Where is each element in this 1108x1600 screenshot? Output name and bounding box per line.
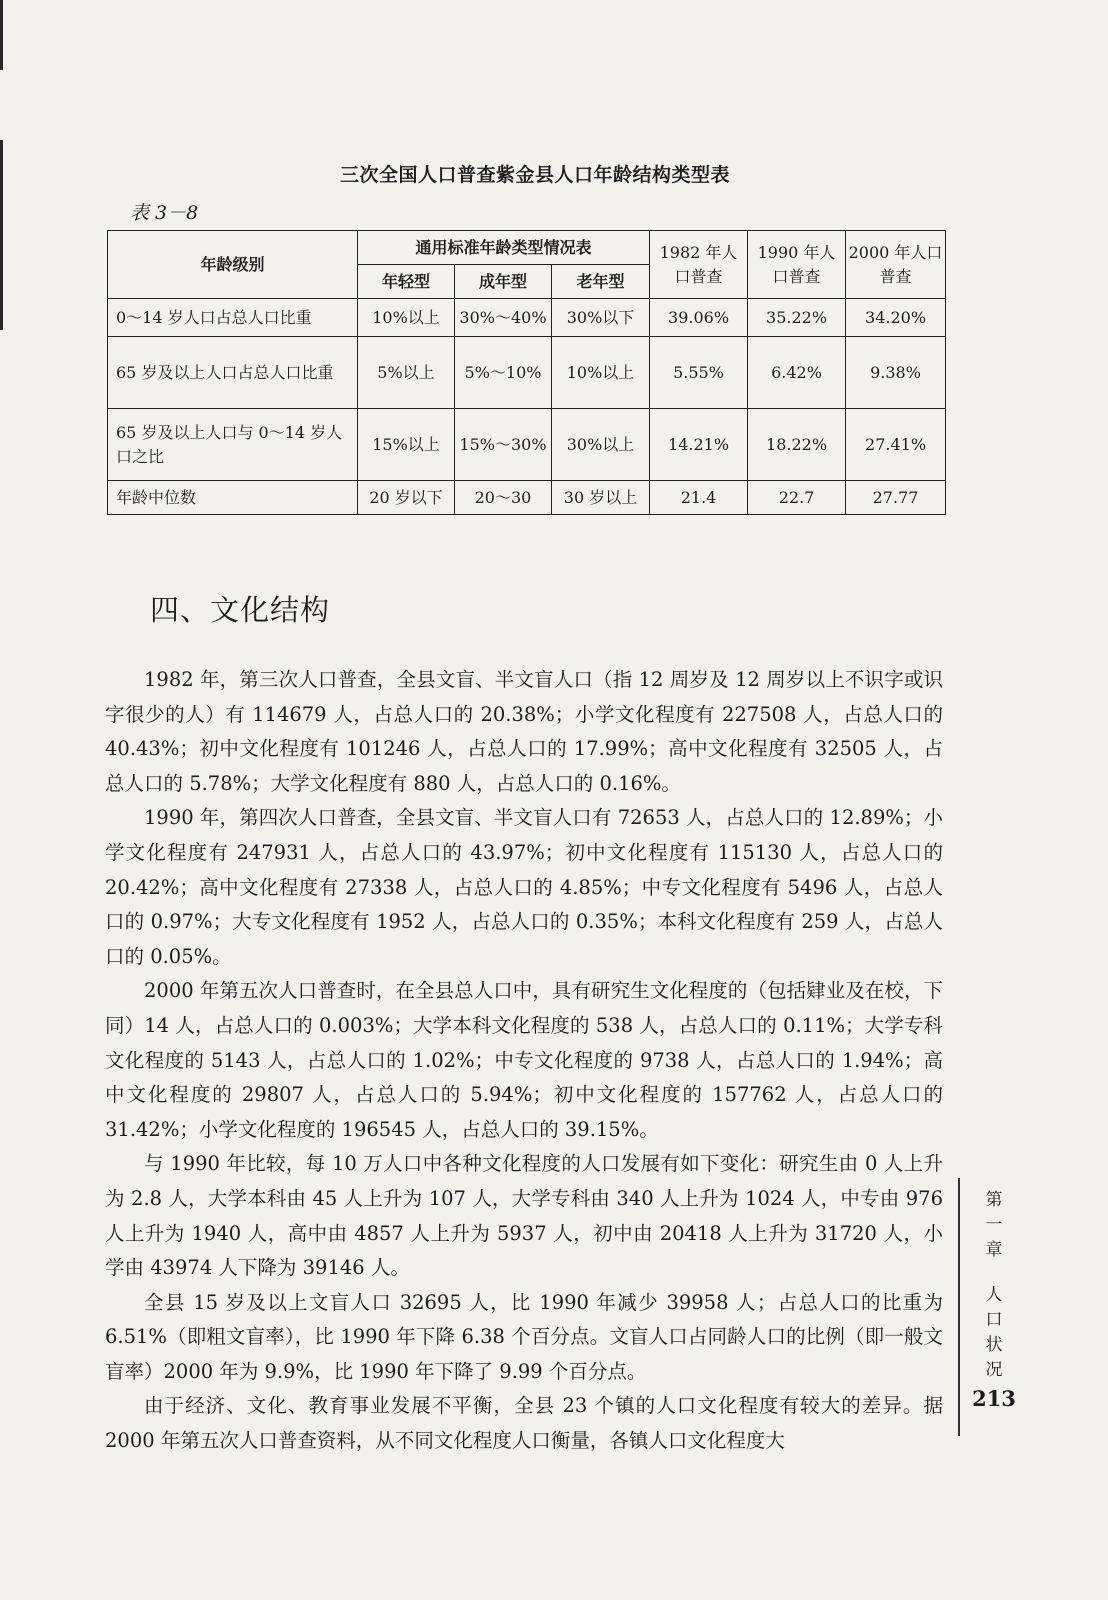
chapter-char: 一: [985, 1215, 1003, 1235]
cell-1982: 21.4: [650, 481, 748, 515]
paragraph: 1990 年，第四次人口普查，全县文盲、半文盲人口有 72653 人，占总人口的 12.89%；小学文化程度有 247931 人，占总人口的 43.97%；初中文化程度有 115130 人，占总人口的 20.42%；高中文化程度有 27338 人，占总人口的 4.85%；中专文化程度有 5496 人，占总人口的 0.97%；大专文化程度有 1952 人，占总人口的 0.35%；本科文化程度有 259 人，占总人口的 0.05%。: [105, 806, 943, 968]
header-adult-type: 成年型: [455, 265, 552, 299]
row-label: 0～14 岁人口占总人口比重: [108, 299, 358, 337]
paragraph: 由于经济、文化、教育事业发展不平衡，全县 23 个镇的人口文化程度有较大的差异。据 2000 年第五次人口普查资料，从不同文化程度人口衡量，各镇人口文化程度大: [105, 1394, 943, 1453]
chapter-title-char: 人: [985, 1285, 1003, 1305]
body-text: [105, 663, 943, 1459]
cell-adult: 15%～30%: [455, 409, 552, 481]
paragraph: 2000 年第五次人口普查时，在全县总人口中，具有研究生文化程度的（包括肄业及在校，下同）14 人，占总人口的 0.003%；大学本科文化程度的 538 人，占总人口的 0.11%；大学专科文化程度的 5143 人，占总人口的 1.02%；中专文化程度的 9738 人，占总人口的 1.94%；高中文化程度的 29807 人，占总人口的 5.94%；初中文化程度的 157762 人，占总人口的 31.42%；小学文化程度的 196545 人，占总人口的 39.15%。: [105, 979, 943, 1141]
page-number: 213: [972, 1386, 1016, 1411]
cell-2000: 9.38%: [846, 337, 946, 409]
sidebar-rule: [958, 1178, 960, 1436]
table-row: [108, 299, 946, 337]
header-census-1990: 1990 年人口普查: [748, 231, 846, 299]
cell-2000: 34.20%: [846, 299, 946, 337]
header-standard: 通用标准年龄类型情况表: [358, 231, 650, 265]
cell-1990: 6.42%: [748, 337, 846, 409]
chapter-title-char: 况: [985, 1360, 1003, 1380]
cell-old: 30%以上: [552, 409, 650, 481]
cell-young: 15%以上: [358, 409, 455, 481]
scan-edge-mark: [0, 0, 3, 70]
paragraph: 全县 15 岁及以上文盲人口 32695 人，比 1990 年减少 39958 人；占总人口的比重为 6.51%（即粗文盲率），比 1990 年下降 6.38 个百分点。文盲人口占同龄人口的比例（即一般文盲率）2000 年为 9.9%，比 1990 年下降了 9.99 个百分点。: [105, 1290, 943, 1383]
chapter-char: 章: [985, 1240, 1003, 1260]
paragraph: 1982 年，第三次人口普查，全县文盲、半文盲人口（指 12 周岁及 12 周岁以上不识字或识字很少的人）有 114679 人，占总人口的 20.38%；小学文化程度有 227508 人，占总人口的 40.43%；初中文化程度有 101246 人，占总人口的 17.99%；高中文化程度有 32505 人，占总人口的 5.78%；大学文化程度有 880 人，占总人口的 0.16%。: [105, 668, 943, 795]
cell-1982: 14.21%: [650, 409, 748, 481]
cell-2000: 27.41%: [846, 409, 946, 481]
cell-young: 10%以上: [358, 299, 455, 337]
header-census-2000: 2000 年人口普查: [846, 231, 946, 299]
cell-young: 20 岁以下: [358, 481, 455, 515]
header-young-type: 年轻型: [358, 265, 455, 299]
cell-2000: 27.77: [846, 481, 946, 515]
cell-young: 5%以上: [358, 337, 455, 409]
section-heading: 四、文化结构: [150, 593, 331, 627]
table-row: [108, 409, 946, 481]
chapter-title-char: 状: [985, 1335, 1003, 1355]
cell-adult: 20～30: [455, 481, 552, 515]
table-title: 三次全国人口普查紫金县人口年龄结构类型表: [339, 164, 730, 186]
paragraph: 与 1990 年比较，每 10 万人口中各种文化程度的人口发展有如下变化：研究生由 0 人上升为 2.8 人，大学本科由 45 人上升为 107 人，大学专科由 340 人上升为 1024 人，中专由 976 人上升为 1940 人，高中由 4857 人上升为 5937 人，初中由 20418 人上升为 31720 人，小学由 43974 人下降为 39146 人。: [105, 1152, 943, 1280]
row-label: 65 岁及以上人口与 0～14 岁人口之比: [108, 409, 358, 481]
header-old-type: 老年型: [552, 265, 650, 299]
table-header-row: [108, 231, 946, 265]
table-row: [108, 481, 946, 515]
table-row: [108, 337, 946, 409]
header-census-1982: 1982 年人口普查: [650, 231, 748, 299]
cell-1990: 18.22%: [748, 409, 846, 481]
cell-1982: 5.55%: [650, 337, 748, 409]
cell-adult: 30%～40%: [455, 299, 552, 337]
cell-old: 30%以下: [552, 299, 650, 337]
cell-1982: 39.06%: [650, 299, 748, 337]
row-label: 65 岁及以上人口占总人口比重: [108, 337, 358, 409]
age-structure-table: [107, 230, 946, 515]
chapter-sidebar: [968, 1188, 1020, 1383]
cell-old: 10%以上: [552, 337, 650, 409]
cell-old: 30 岁以上: [552, 481, 650, 515]
chapter-char: 第: [985, 1190, 1003, 1210]
table-number: 表 3－8: [130, 202, 199, 224]
chapter-title-char: 口: [985, 1310, 1003, 1330]
row-label: 年龄中位数: [108, 481, 358, 515]
cell-1990: 22.7: [748, 481, 846, 515]
header-age-level: 年龄级别: [108, 231, 358, 299]
cell-adult: 5%～10%: [455, 337, 552, 409]
cell-1990: 35.22%: [748, 299, 846, 337]
